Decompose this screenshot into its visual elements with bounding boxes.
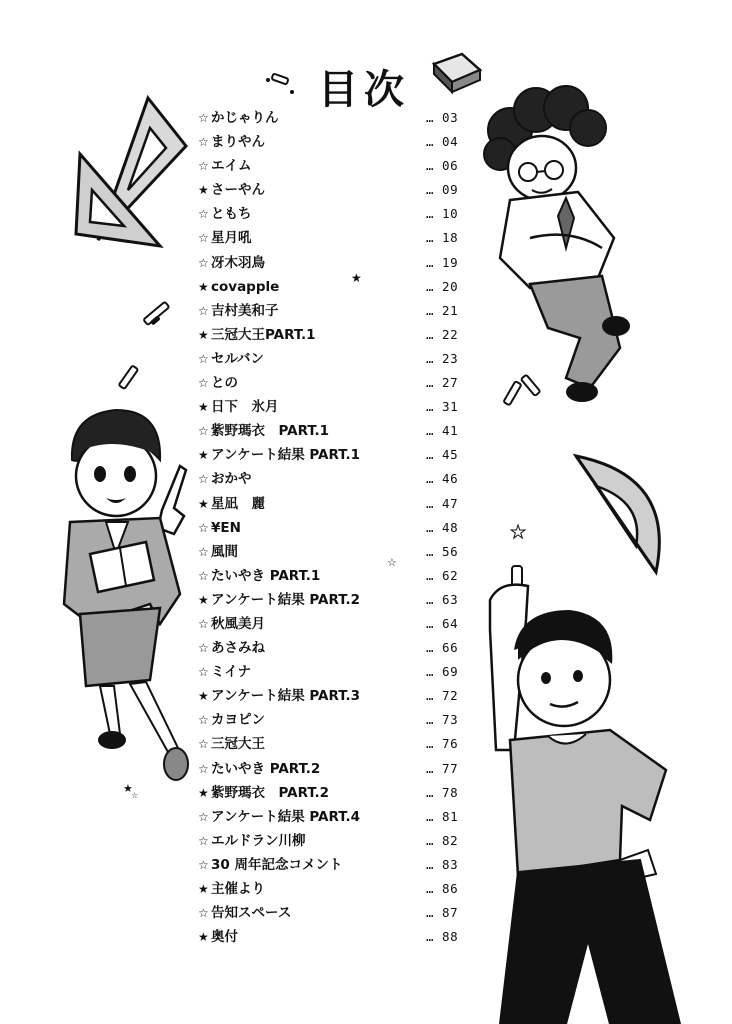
outline-star-icon: ☆	[198, 472, 209, 487]
outline-star-icon: ☆	[198, 568, 209, 583]
toc-entry	[198, 226, 468, 250]
filled-star-icon: ★	[198, 448, 209, 463]
toc-entry	[198, 299, 468, 323]
toc-entry	[198, 925, 468, 949]
toc-entry	[198, 588, 468, 612]
outline-star-icon: ☆	[198, 520, 209, 535]
toc-entry-title: かじゃりん	[211, 110, 279, 126]
toc-entry	[198, 757, 468, 781]
toc-entry-page: … 21	[426, 302, 459, 318]
filled-star-icon: ★	[198, 592, 209, 607]
toc-entry	[198, 612, 468, 636]
outline-star-icon: ☆	[198, 713, 209, 728]
toc-entry-title: エイム	[211, 158, 252, 175]
toc-entry-title: 冴木羽鳥	[211, 254, 265, 271]
svg-text:☆: ☆	[387, 556, 397, 569]
toc-entry-page: … 23	[426, 350, 459, 366]
toc-entry	[198, 130, 468, 154]
outline-star-icon: ☆	[198, 761, 209, 776]
svg-text:★: ★	[510, 522, 527, 543]
toc-entry-page: … 46	[426, 471, 459, 487]
star-doodle-icon	[386, 554, 400, 568]
toc-entry-page: … 27	[426, 375, 459, 391]
toc-entry	[198, 154, 468, 178]
toc-entry-title: まりやん	[211, 134, 265, 151]
toc-entry-page: … 18	[426, 230, 459, 246]
svg-text:★: ★	[351, 271, 362, 285]
outline-star-icon: ☆	[198, 207, 209, 222]
svg-text:★: ★	[123, 782, 133, 795]
outline-star-icon: ☆	[198, 159, 209, 174]
toc-entry-title: おかや	[211, 471, 252, 488]
toc-entry	[198, 395, 468, 419]
toc-entry-title: たいやき PART.1	[211, 567, 321, 584]
toc-entry-page: … 66	[426, 640, 459, 656]
toc-entry	[198, 178, 468, 202]
toc-entry-page: … 86	[426, 881, 459, 896]
outline-star-icon: ☆	[198, 135, 209, 150]
toc-entry	[198, 106, 468, 130]
outline-star-icon: ☆	[198, 544, 209, 559]
toc-entry-title: セルバン	[211, 350, 265, 367]
toc-entry-page: … 10	[426, 206, 459, 222]
outline-star-icon: ☆	[198, 351, 209, 366]
toc-entry	[198, 251, 468, 275]
toc-entry	[198, 202, 468, 226]
toc-entry-title: 日下 氷月	[211, 399, 279, 416]
toc-entry-title: さーやん	[211, 182, 265, 199]
toc-entry-page: … 62	[426, 567, 459, 583]
toc-entry-page: … 19	[426, 254, 459, 270]
toc-entry-page: … 83	[426, 856, 459, 872]
toc-entry	[198, 516, 468, 540]
toc-entry-title: アンケート結果 PART.3	[211, 688, 360, 705]
outline-star-icon: ☆	[198, 111, 209, 125]
toc-entry-page: … 88	[426, 929, 459, 945]
toc-entry	[198, 564, 468, 588]
toc-entry	[198, 492, 468, 516]
toc-entry	[198, 347, 468, 371]
toc-entry	[198, 636, 468, 660]
star-doodle-icon	[350, 270, 364, 284]
toc-entry	[198, 323, 468, 347]
toc-entry-page: … 81	[426, 808, 459, 824]
toc-entry-page: … 04	[426, 134, 459, 150]
toc-entry-title: ともち	[211, 206, 252, 223]
toc-entry-title: 奥付	[211, 929, 238, 946]
toc-entry-title: たいやき PART.2	[211, 760, 321, 777]
toc-entry	[198, 877, 468, 901]
outline-star-icon: ☆	[198, 255, 209, 270]
toc-entry	[198, 540, 468, 564]
toc-entry	[198, 467, 468, 491]
toc-entry	[198, 443, 468, 467]
outline-star-icon: ☆	[198, 641, 209, 656]
toc-entry	[198, 853, 468, 877]
toc-entry-page: … 82	[426, 832, 459, 848]
toc-entry	[198, 781, 468, 805]
outline-star-icon: ☆	[198, 376, 209, 391]
filled-star-icon: ★	[198, 496, 209, 511]
filled-star-icon: ★	[198, 930, 209, 945]
filled-star-icon: ★	[198, 279, 209, 294]
toc-entry	[198, 275, 468, 299]
svg-text:☆: ☆	[131, 791, 139, 800]
triangle-ruler-icon	[58, 92, 198, 262]
chalk-stick-icon	[112, 362, 152, 402]
filled-star-icon: ★	[198, 785, 209, 800]
toc-entry-title: 紫野瑪衣 PART.2	[211, 784, 330, 801]
toc-entry	[198, 732, 468, 756]
toc-entry-title: との	[211, 375, 238, 392]
toc-entry-page: … 64	[426, 615, 459, 631]
toc-entry-title: 秋風美月	[211, 615, 265, 632]
toc-entry	[198, 660, 468, 684]
toc-entry-page: … 09	[426, 182, 459, 198]
toc-entry-title: 三冠大王	[211, 736, 265, 753]
toc-entry-title: ミイナ	[211, 664, 252, 681]
outline-star-icon: ☆	[198, 809, 209, 824]
boy-holding-chalk-illustration	[470, 560, 732, 1024]
toc-entry-page: … 20	[426, 278, 459, 294]
toc-entry-page: … 03	[426, 110, 459, 125]
toc-entry-title: 告知スペース	[211, 905, 292, 922]
toc-entry-page: … 73	[426, 712, 459, 728]
toc-entry	[198, 419, 468, 443]
toc-entry-title: 主催より	[211, 881, 265, 897]
toc-entry-title: 三冠大王PART.1	[211, 326, 316, 343]
toc-entry-page: … 47	[426, 495, 459, 511]
toc-entry-title: アンケート結果 PART.2	[211, 591, 360, 608]
toc-entry-page: … 78	[426, 784, 459, 800]
star-doodle-icon	[508, 520, 532, 544]
toc-entry-page: … 77	[426, 760, 459, 776]
toc-entry-title: 星月吼	[211, 230, 252, 247]
toc-entry	[198, 684, 468, 708]
toc-entry-title: covapple	[211, 278, 280, 295]
toc-entry-page: … 87	[426, 905, 459, 921]
filled-star-icon: ★	[198, 400, 209, 415]
toc-entry-page: … 48	[426, 519, 459, 535]
toc-entry	[198, 708, 468, 732]
outline-star-icon: ☆	[198, 857, 209, 872]
filled-star-icon: ★	[198, 689, 209, 704]
toc-entry-page: … 41	[426, 423, 459, 439]
outline-star-icon: ☆	[198, 737, 209, 752]
toc-entry-title: 風間	[211, 543, 238, 560]
toc-entry-title: カヨピン	[211, 712, 265, 729]
toc-entry-title: 星凪 麗	[211, 495, 265, 512]
filled-star-icon: ★	[198, 183, 209, 198]
toc-entry-title: 紫野瑪衣 PART.1	[211, 423, 330, 440]
toc-entry-page: … 69	[426, 664, 459, 680]
toc-entry-page: … 76	[426, 736, 459, 752]
chalk-stick-icon	[138, 296, 178, 336]
toc-entry	[198, 901, 468, 925]
toc-entry-page: … 56	[426, 543, 459, 559]
toc-entry-title: あさみね	[211, 640, 265, 657]
toc-entry	[198, 371, 468, 395]
chalk-doodle-icon	[262, 70, 302, 100]
toc-entry-page: … 63	[426, 591, 459, 607]
toc-entry-title: エルドラン川柳	[211, 832, 306, 849]
toc-entry-page: … 45	[426, 447, 459, 463]
filled-star-icon: ★	[198, 327, 209, 342]
outline-star-icon: ☆	[198, 303, 209, 318]
toc-entry-title: 吉村美和子	[211, 302, 279, 319]
toc-entry-title: ¥EN	[211, 519, 241, 536]
toc-entry-title: アンケート結果 PART.4	[211, 808, 360, 825]
page-title: 目次	[318, 67, 410, 113]
toc-entry	[198, 829, 468, 853]
outline-star-icon: ☆	[198, 231, 209, 246]
outline-star-icon: ☆	[198, 665, 209, 680]
toc-entry-page: … 72	[426, 688, 459, 704]
toc-entry-page: … 06	[426, 158, 459, 174]
table-of-contents	[198, 106, 468, 949]
filled-star-icon: ★	[198, 882, 209, 896]
girl-in-blazer-illustration	[50, 404, 210, 784]
toc-entry-title: アンケート結果 PART.1	[211, 447, 360, 464]
toc-entry-page: … 31	[426, 399, 459, 415]
outline-star-icon: ☆	[198, 424, 209, 439]
toc-entry-title: 30 周年記念コメント	[211, 856, 343, 873]
toc-entry-page: … 22	[426, 326, 459, 342]
outline-star-icon: ☆	[198, 833, 209, 848]
toc-entry	[198, 805, 468, 829]
curly-haired-boy-illustration	[470, 88, 650, 418]
outline-star-icon: ☆	[198, 616, 209, 631]
outline-star-icon: ☆	[198, 906, 209, 921]
